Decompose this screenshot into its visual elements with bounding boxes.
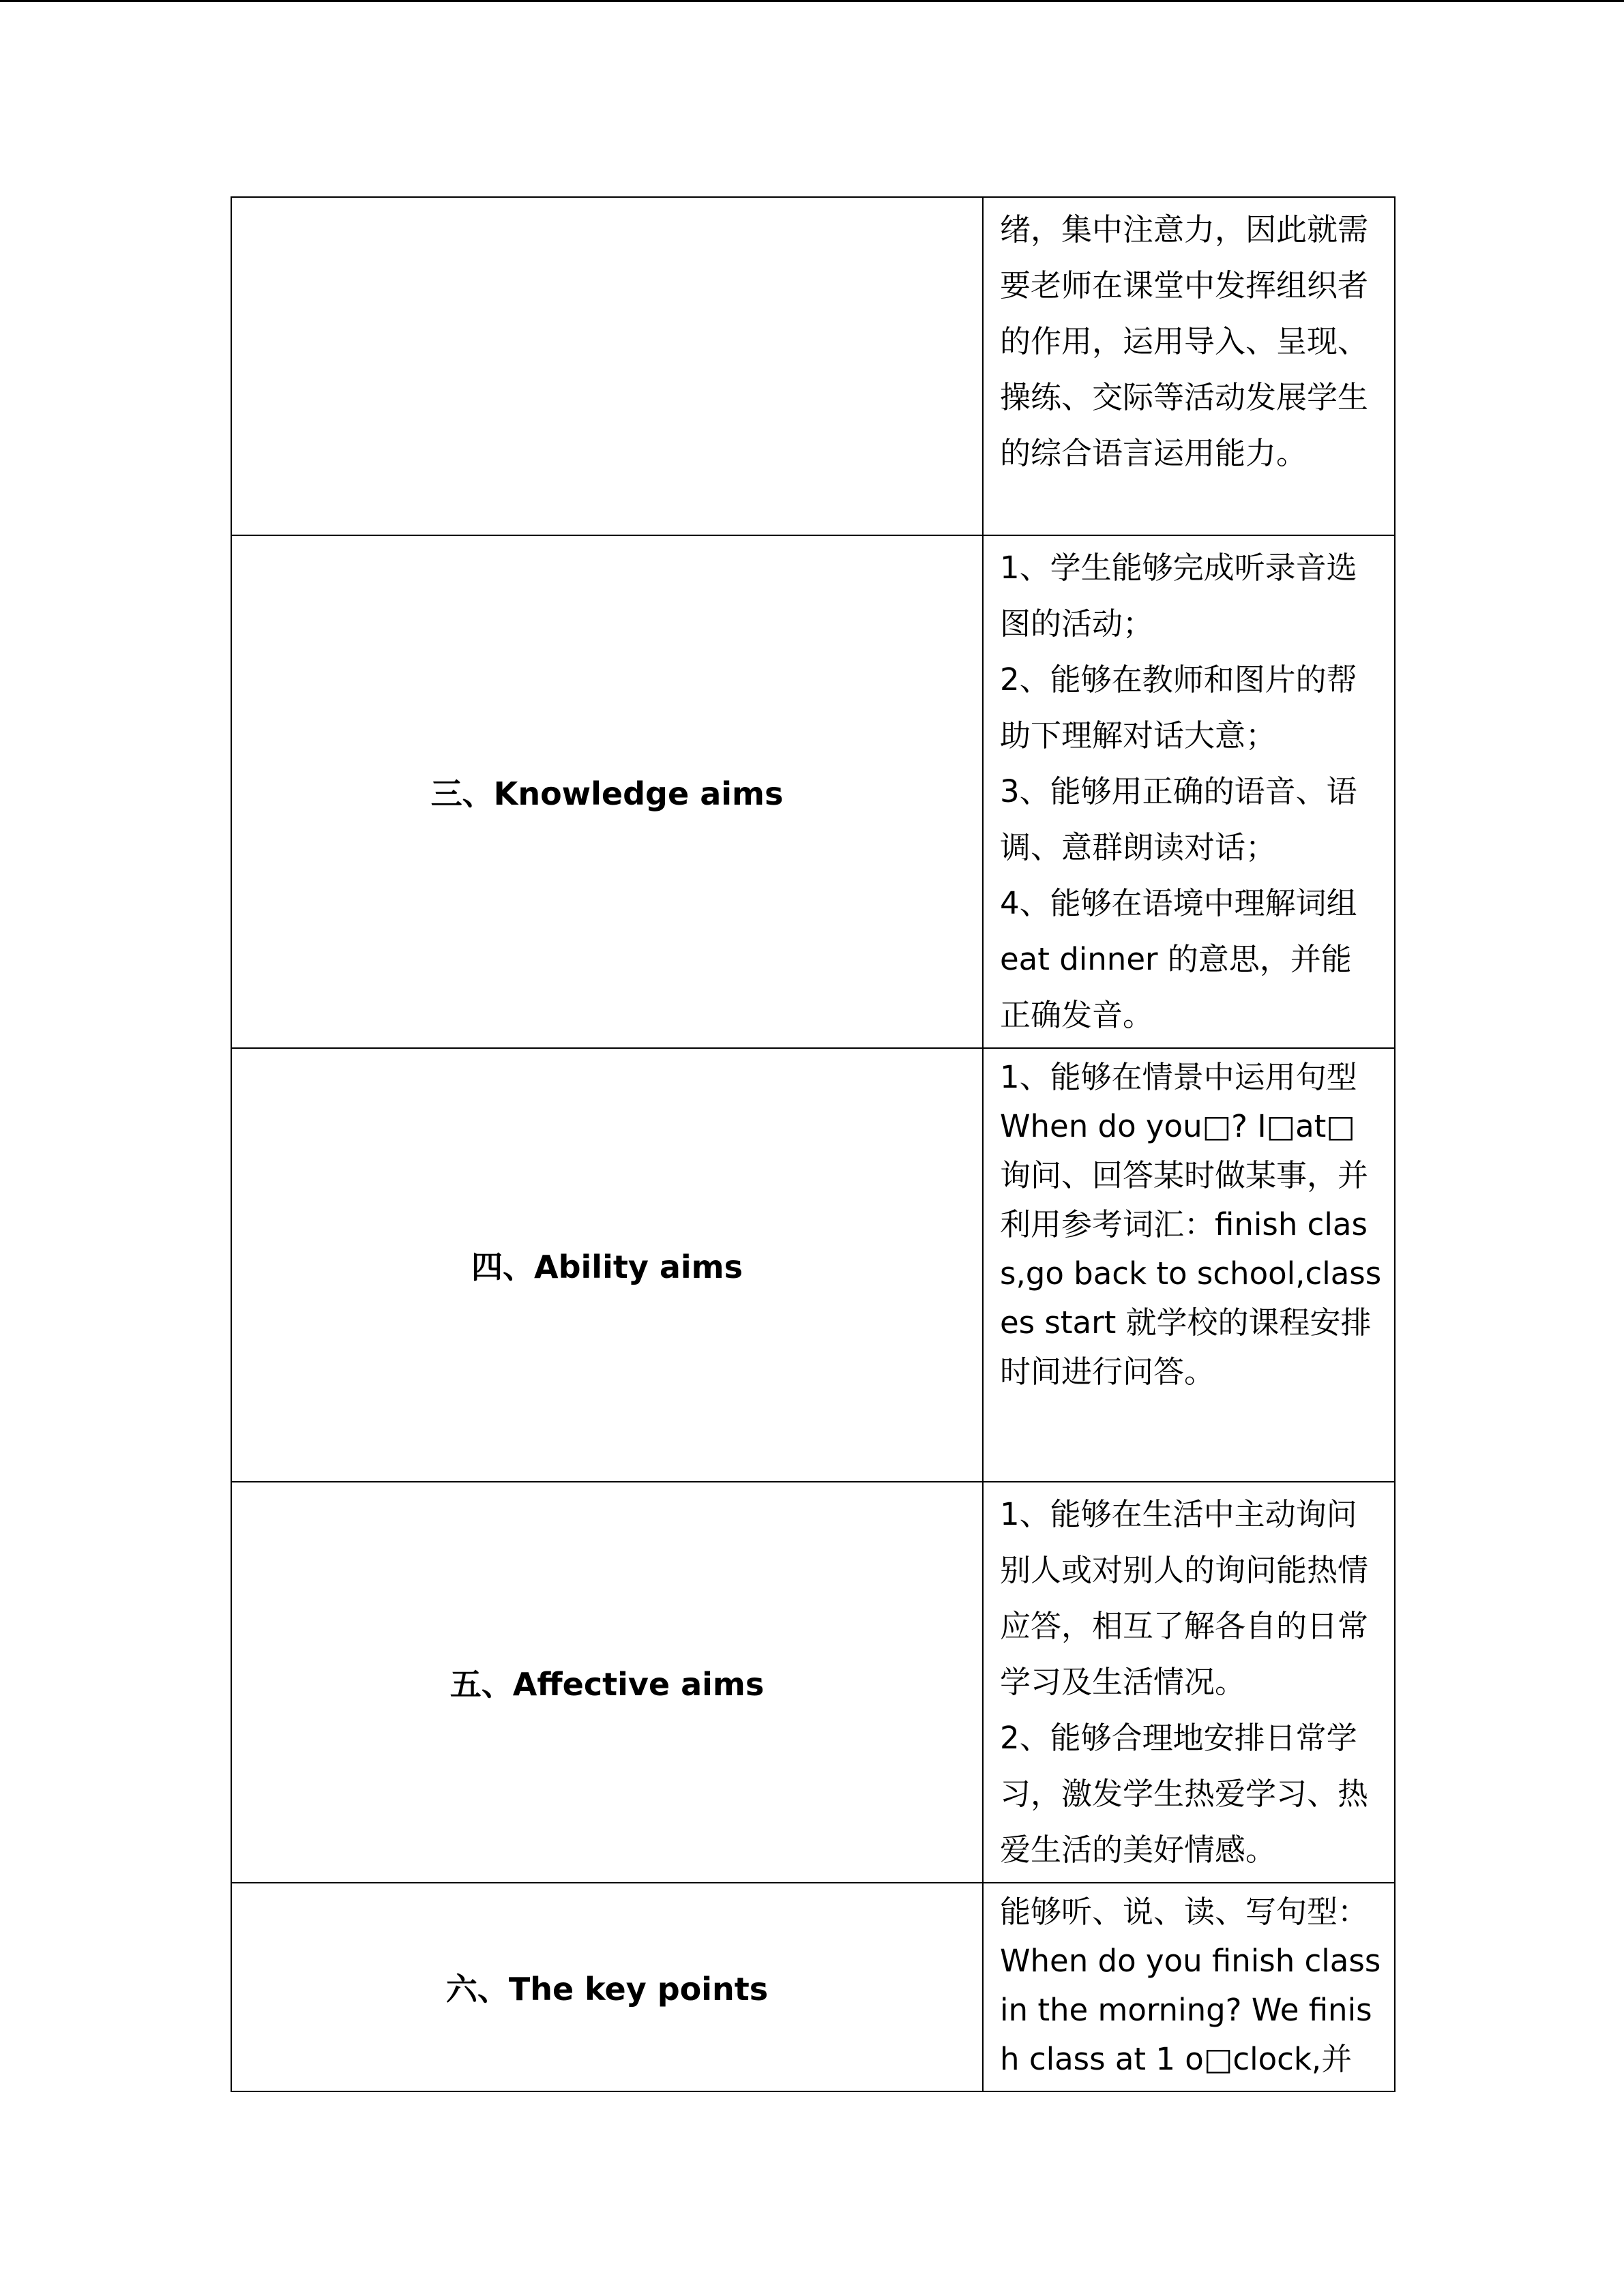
row-content (983, 197, 1395, 535)
row-content-affective-aims (983, 1482, 1395, 1883)
table-row-ability-aims (231, 1048, 1395, 1482)
row-content-key-points (983, 1883, 1395, 2091)
content-paragraph: 1、能够在情景中运用句型 When do you□? I□at□询问、回答某时做某事，并利用参考词汇：finish class,go back to school,classes start 就学校的课程安排时间进行问答。 (1000, 1059, 1382, 1390)
content-paragraph: 绪，集中注意力，因此就需要老师在课堂中发挥组织者的作用，运用导入、呈现、操练、交际等活动发展学生的综合语言运用能力。 (1000, 211, 1369, 471)
content-paragraph: 3、能够用正确的语音、语调、意群朗读对话； (1000, 773, 1357, 865)
row-content-knowledge-aims (983, 535, 1395, 1048)
table-row-continuation (231, 197, 1395, 535)
content-paragraph: 2、能够在教师和图片的帮助下理解对话大意； (1000, 661, 1357, 754)
row-label-affective-aims: 五、Affective aims (231, 1482, 983, 1883)
table-row-knowledge-aims (231, 535, 1395, 1048)
row-label-ability-aims: 四、Ability aims (231, 1048, 983, 1482)
page-top-rule (0, 0, 1624, 2)
row-label-key-points: 六、The key points (231, 1883, 983, 2091)
row-content-ability-aims (983, 1048, 1395, 1482)
content-paragraph: 4、能够在语境中理解词组 eat dinner 的意思，并能正确发音。 (1000, 885, 1357, 1033)
table-row-affective-aims (231, 1482, 1395, 1883)
table-row-key-points (231, 1883, 1395, 2091)
row-label-knowledge-aims: 三、Knowledge aims (231, 535, 983, 1048)
content-paragraph: 能够听、说、读、写句型：When do you finish class in the morning? We finish class at 1 o□clock,并 (1000, 1894, 1381, 2077)
content-paragraph: 1、学生能够完成听录音选图的活动； (1000, 550, 1357, 642)
content-paragraph: 2、能够合理地安排日常学习，激发学生热爱学习、热爱生活的美好情感。 (1000, 1720, 1369, 1868)
row-label (231, 197, 983, 535)
lesson-plan-table (231, 196, 1396, 2092)
content-paragraph: 1、能够在生活中主动询问别人或对别人的询问能热情应答，相互了解各自的日常学习及生活情况。 (1000, 1496, 1369, 1700)
